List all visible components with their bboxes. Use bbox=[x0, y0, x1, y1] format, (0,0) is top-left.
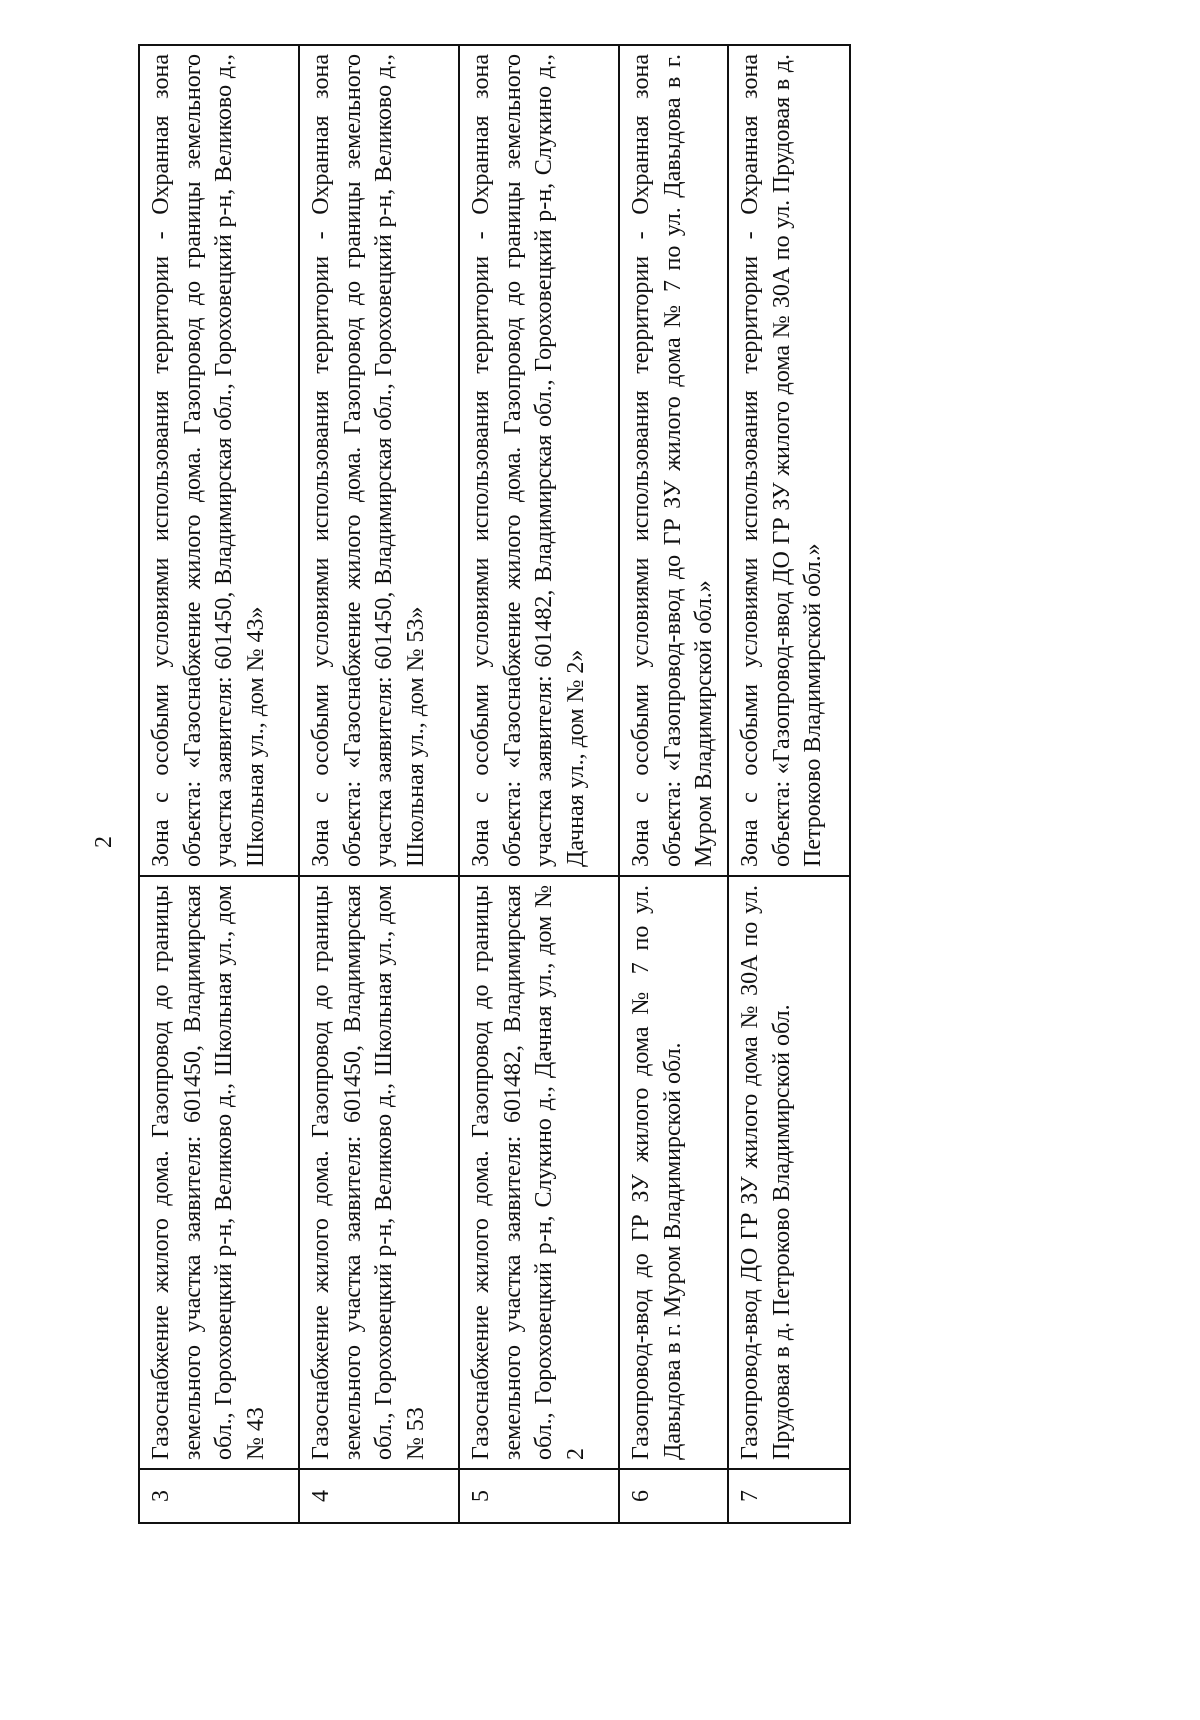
table-row bbox=[139, 45, 299, 1523]
zone-cell: Зона с особыми условиями использования территории - Охранная зона объекта: «Газоснабжение жилого дома. Газопровод до границы земельного участка заявителя: 601450, Владимирская обл., Гороховецкий р-н, Великово д., Школьная ул., дом № 43» bbox=[139, 45, 299, 876]
row-number: 3 bbox=[139, 1469, 299, 1523]
rotated-page-content bbox=[138, 44, 838, 1524]
table-row bbox=[459, 45, 619, 1523]
zone-cell: Зона с особыми условиями использования территории - Охранная зона объекта: «Газоснабжение жилого дома. Газопровод до границы земельного участка заявителя: 601450, Владимирская обл., Гороховецкий р-н, Великово д., Школьная ул., дом № 53» bbox=[299, 45, 459, 876]
zone-cell: Зона с особыми условиями использования территории - Охранная зона объекта: «Газоснабжение жилого дома. Газопровод до границы земельного участка заявителя: 601482, Владимирская обл., Гороховецкий р-н, Слукино д., Дачная ул., дом № 2» bbox=[459, 45, 619, 876]
row-number: 6 bbox=[619, 1469, 728, 1523]
table-row bbox=[619, 45, 728, 1523]
object-cell: Газоснабжение жилого дома. Газопровод до границы земельного участка заявителя: 601482, Владимирская обл., Гороховецкий р-н, Слукино д., Дачная ул., дом № 2 bbox=[459, 876, 619, 1469]
zone-cell: Зона с особыми условиями использования территории - Охранная зона объекта: «Газопровод-ввод до ГР ЗУ жилого дома № 7 по ул. Давыдова в г. Муром Владимирской обл.» bbox=[619, 45, 728, 876]
object-cell: Газопровод-ввод до ГР ЗУ жилого дома № 7 по ул. Давыдова в г. Муром Владимирской обл. bbox=[619, 876, 728, 1469]
row-number: 5 bbox=[459, 1469, 619, 1523]
zone-cell: Зона с особыми условиями использования территории - Охранная зона объекта: «Газопровод-ввод ДО ГР ЗУ жилого дома № 30А по ул. Прудовая в д. Петроково Владимирской обл.» bbox=[728, 45, 850, 876]
row-number: 7 bbox=[728, 1469, 850, 1523]
object-cell: Газопровод-ввод ДО ГР ЗУ жилого дома № 30А по ул. Прудовая в д. Петроково Владимирской обл. bbox=[728, 876, 850, 1469]
page-number: 2 bbox=[91, 836, 117, 848]
table-row bbox=[299, 45, 459, 1523]
object-cell: Газоснабжение жилого дома. Газопровод до границы земельного участка заявителя: 601450, Владимирская обл., Гороховецкий р-н, Великово д., Школьная ул., дом № 53 bbox=[299, 876, 459, 1469]
zones-table bbox=[138, 44, 851, 1524]
row-number: 4 bbox=[299, 1469, 459, 1523]
object-cell: Газоснабжение жилого дома. Газопровод до границы земельного участка заявителя: 601450, Владимирская обл., Гороховецкий р-н, Великово д., Школьная ул., дом № 43 bbox=[139, 876, 299, 1469]
table-row bbox=[728, 45, 850, 1523]
